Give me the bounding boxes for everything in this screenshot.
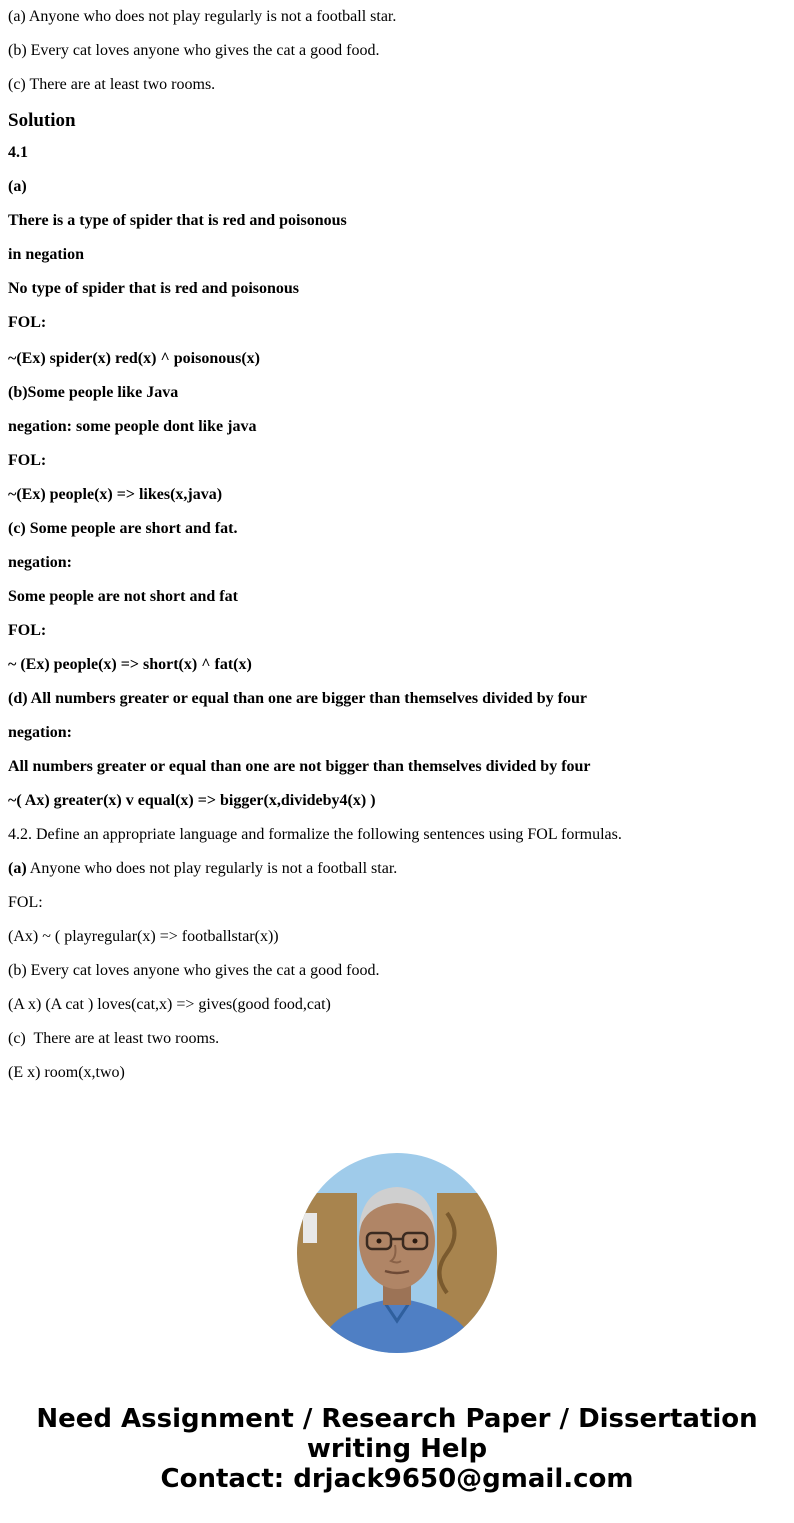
footer-line-1: Need Assignment / Research Paper / Dissertation: [36, 1404, 758, 1434]
part-a-negation-label: in negation: [8, 246, 85, 263]
part-b-statement: (b)Some people like Java: [8, 384, 179, 401]
part-c-fol: ~ (Ex) people(x) => short(x) ^ fat(x): [8, 656, 252, 673]
footer-contact: Contact: drjack9650@gmail.com: [160, 1464, 634, 1494]
part-b-fol: ~(Ex) people(x) => likes(x,java): [8, 486, 223, 503]
part-b-negation: negation: some people dont like java: [8, 418, 257, 435]
part-42-a-text: Anyone who does not play regularly is not a football star.: [26, 860, 398, 877]
wall-switch: [303, 1213, 317, 1243]
part-42-b-fol: (A x) (A cat ) loves(cat,x) => gives(good food,cat): [8, 996, 331, 1013]
part-42-title: 4.2. Define an appropriate language and formalize the following sentences using FOL formulas.: [8, 826, 622, 843]
part-d-negation: All numbers greater or equal than one are not bigger than themselves divided by four: [8, 758, 591, 775]
part-a-negation: No type of spider that is red and poisonous: [8, 280, 300, 297]
part-d-fol: ~( Ax) greater(x) v equal(x) => bigger(x,divideby4(x) ): [8, 792, 376, 809]
document-body: [8, 0, 788, 1098]
footer-line-2: writing Help: [306, 1434, 488, 1464]
part-42-fol-label: FOL:: [8, 894, 43, 911]
part-c-statement: (c) Some people are short and fat.: [8, 520, 238, 537]
part-c-negation: Some people are not short and fat: [8, 588, 238, 605]
part-a-fol-label: FOL:: [8, 314, 47, 331]
part-d-negation-label: negation:: [8, 724, 72, 741]
intro-item-b: (b) Every cat loves anyone who gives the cat a good food.: [8, 42, 380, 59]
solution-heading: Solution: [8, 110, 76, 131]
part-a-label: (a): [8, 178, 27, 195]
part-c-fol-label: FOL:: [8, 622, 47, 639]
intro-item-c: (c) There are at least two rooms.: [8, 76, 216, 93]
part-42-c-fol: (E x) room(x,two): [8, 1064, 125, 1081]
eye-left: [377, 1239, 382, 1244]
intro-item-a: (a) Anyone who does not play regularly is not a football star.: [8, 8, 397, 25]
author-portrait-image: [297, 1153, 497, 1353]
part-42-a: [8, 860, 788, 878]
part-42-a-label: (a): [8, 860, 27, 877]
part-c-negation-label: negation:: [8, 554, 72, 571]
section-number: 4.1: [8, 144, 28, 161]
part-d-statement: (d) All numbers greater or equal than one are bigger than themselves divided by four: [8, 690, 587, 707]
part-a-statement: There is a type of spider that is red and poisonous: [8, 212, 347, 229]
eye-right: [413, 1239, 418, 1244]
part-42-b-text: (b) Every cat loves anyone who gives the cat a good food.: [8, 962, 380, 979]
part-a-fol: ~(Ex) spider(x) red(x) ^ poisonous(x): [8, 350, 260, 367]
footer-ad: [0, 1404, 794, 1494]
part-42-c-text: (c) There are at least two rooms.: [8, 1030, 220, 1047]
author-avatar: [297, 1153, 497, 1353]
part-42-a-fol: (Ax) ~ ( playregular(x) => footballstar(x)): [8, 928, 279, 945]
part-b-fol-label: FOL:: [8, 452, 47, 469]
